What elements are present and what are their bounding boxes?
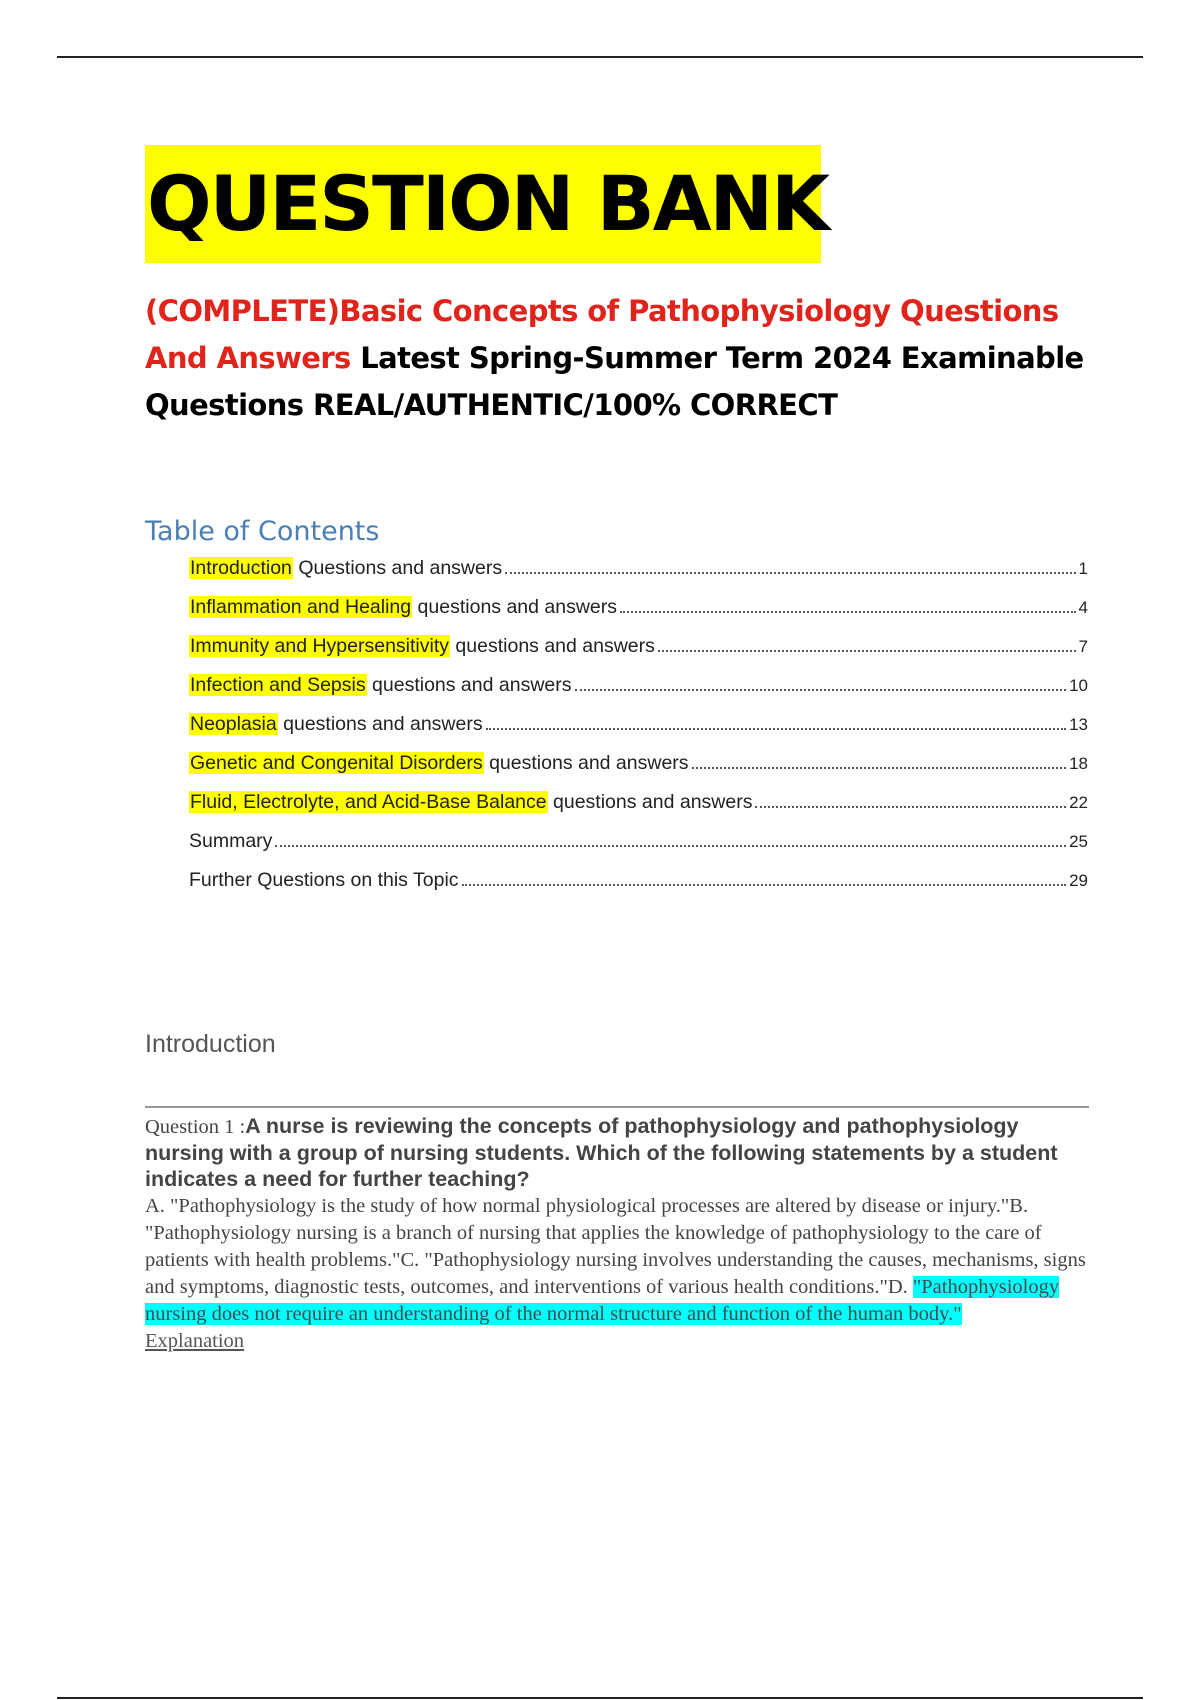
toc-entry-infection[interactable] xyxy=(189,674,1088,713)
section-heading: Introduction xyxy=(145,1030,276,1058)
page-title: QUESTION BANK xyxy=(147,159,829,248)
top-rule xyxy=(57,56,1143,58)
answer-options xyxy=(145,1193,1089,1328)
toc-entry-summary[interactable] xyxy=(189,830,1088,869)
section-divider xyxy=(145,1106,1089,1108)
document-subtitle xyxy=(145,288,1090,429)
toc-entry-label: questions and answers xyxy=(277,713,483,735)
toc-entry-label: questions and answers xyxy=(483,752,689,774)
toc-entry-highlight: Introduction xyxy=(190,557,292,579)
toc-leader-dots xyxy=(575,689,1067,691)
toc-entry-genetic[interactable] xyxy=(189,752,1088,791)
toc-entry-neoplasia[interactable] xyxy=(189,713,1088,752)
toc-page-number: 10 xyxy=(1069,676,1088,695)
question-stem xyxy=(145,1113,1089,1192)
toc-entry-highlight: Genetic and Congenital Disorders xyxy=(190,752,483,774)
toc-entry-label: questions and answers xyxy=(547,791,753,813)
toc-page-number: 18 xyxy=(1069,754,1088,773)
toc-entry-label: questions and answers xyxy=(450,635,655,657)
bottom-rule xyxy=(57,1697,1143,1699)
explanation-link[interactable]: Explanation xyxy=(145,1330,245,1352)
toc-entry-highlight: Fluid, Electrolyte, and Acid-Base Balance xyxy=(190,791,547,813)
toc-page-number: 1 xyxy=(1078,559,1088,578)
toc-entry-highlight: Immunity and Hypersensitivity xyxy=(190,635,450,657)
options-text: A. "Pathophysiology is the study of how normal physiological processes are altered by disease or injury."B. "Pathophysiology nursing is a branch of nursing that applies the knowledge of pathophysiology to the care of patients with health problems."C. "Pathophysiology nursing involves understanding the causes, mechanisms, signs and symptoms, diagnostic tests, outcomes, and interventions of various health conditions."D. xyxy=(145,1195,1086,1298)
toc-leader-dots xyxy=(658,650,1076,652)
title-banner xyxy=(145,145,829,263)
toc-entry-label: Questions and answers xyxy=(292,557,503,579)
toc-page-number: 4 xyxy=(1078,598,1088,617)
toc-leader-dots xyxy=(486,728,1066,730)
toc-leader-dots xyxy=(692,767,1067,769)
toc-leader-dots xyxy=(275,845,1066,847)
toc-entry-inflammation[interactable] xyxy=(189,596,1088,635)
toc-heading: Table of Contents xyxy=(145,516,380,547)
toc-entry-further-questions[interactable] xyxy=(189,869,1088,908)
toc-entry-introduction[interactable] xyxy=(189,557,1088,596)
toc-page-number: 13 xyxy=(1069,715,1088,734)
toc-page-number: 7 xyxy=(1078,637,1088,656)
question-number: Question 1 : xyxy=(145,1116,246,1138)
question-text: A nurse is reviewing the concepts of pathophysiology and pathophysiology nursing with a group of nursing students. Which of the following statements by a student indicates a need for further teaching? xyxy=(145,1114,1058,1191)
toc-page-number: 22 xyxy=(1069,793,1088,812)
toc-page-number: 25 xyxy=(1069,832,1088,851)
toc-entry-fluid-electrolyte[interactable] xyxy=(189,791,1088,830)
toc-entry-immunity[interactable] xyxy=(189,635,1088,674)
toc-page-number: 29 xyxy=(1069,871,1088,890)
toc-leader-dots xyxy=(620,611,1076,613)
toc-entry-label: questions and answers xyxy=(366,674,572,696)
toc-entry-highlight: Inflammation and Healing xyxy=(190,596,412,618)
question-block xyxy=(145,1113,1089,1354)
toc-entry-label: Summary xyxy=(189,830,273,852)
toc-leader-dots xyxy=(462,884,1067,886)
toc-entry-highlight: Infection and Sepsis xyxy=(190,674,366,696)
toc-entry-label: questions and answers xyxy=(412,596,618,618)
table-of-contents xyxy=(189,557,1088,908)
subtitle-black-part: Latest Spring-Summer Term 2024 Examinable Questions REAL/AUTHENTIC/100% CORRECT xyxy=(145,341,1084,422)
toc-leader-dots xyxy=(755,806,1066,808)
correct-answer-highlight: "Pathophysiology nursing does not require an understanding of the normal structure and function of the human body." xyxy=(145,1276,1060,1325)
subtitle-red-part: (COMPLETE)Basic Concepts of Pathophysiology Questions And Answers xyxy=(145,294,1059,375)
toc-entry-label: Further Questions on this Topic xyxy=(189,869,459,891)
toc-leader-dots xyxy=(505,572,1075,574)
toc-entry-highlight: Neoplasia xyxy=(190,713,277,735)
